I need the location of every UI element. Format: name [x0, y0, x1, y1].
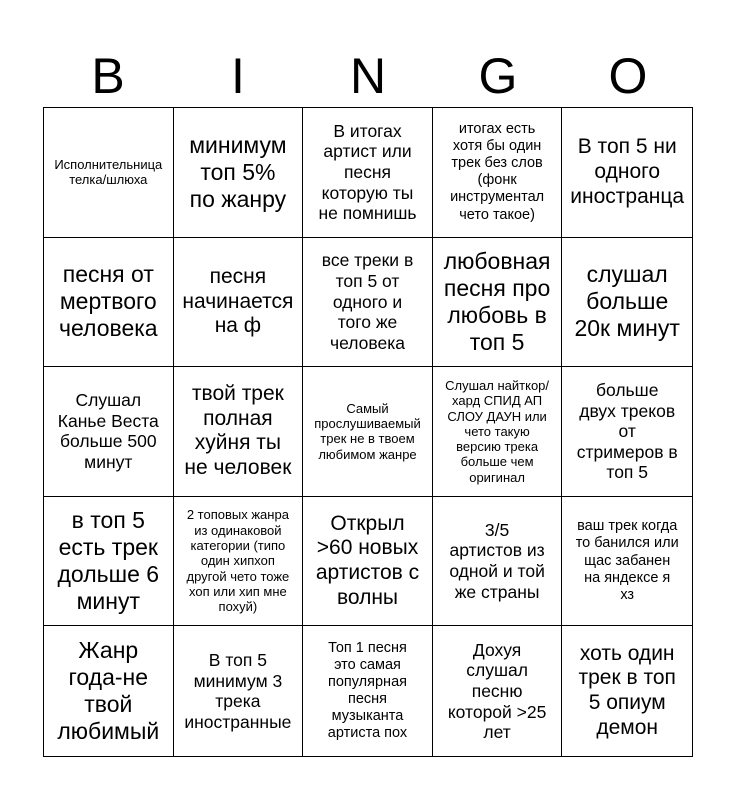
- title-letter-o: O: [608, 47, 648, 104]
- bingo-cell[interactable]: [433, 108, 563, 238]
- bingo-cell[interactable]: [174, 367, 304, 497]
- bingo-cell[interactable]: [44, 367, 174, 497]
- bingo-cell[interactable]: [44, 238, 174, 368]
- cell-text: В итогах артист или песня которую ты не помнишь: [318, 120, 417, 224]
- bingo-cell[interactable]: [174, 238, 304, 368]
- bingo-cell[interactable]: [303, 108, 433, 238]
- cell-text: Топ 1 песня это самая популярная песня музыканта артиста пох: [327, 639, 408, 742]
- cell-text: Самый прослушиваемый трек не в твоем любимом жанре: [314, 400, 421, 462]
- title-letter-g: G: [478, 47, 518, 104]
- title-letter-i: I: [231, 47, 245, 104]
- cell-text: В топ 5 минимум 3 трека иностранные: [184, 649, 292, 732]
- bingo-cell-center[interactable]: [303, 367, 433, 497]
- cell-text: слушал больше 20к минут: [574, 261, 680, 342]
- bingo-cell[interactable]: [433, 238, 563, 368]
- bingo-cell[interactable]: [44, 108, 174, 238]
- cell-text: 2 топовых жанра из одинаковой категории (типо один хипхоп другой чето тоже хоп или хип мне похуй): [186, 507, 290, 615]
- cell-text: Исполнительница телка/шлюха: [54, 156, 163, 188]
- bingo-cell[interactable]: [562, 108, 692, 238]
- cell-text: ваш трек когда то банился или щас забанен на яндексе я хз: [575, 518, 679, 603]
- cell-text: больше двух треков от стримеров в топ 5: [576, 379, 678, 483]
- cell-text: Слушал найткор/ хард СПИД АП СЛОУ ДАУН или чето такую версию трека больше чем оригинал: [445, 377, 550, 485]
- bingo-cell[interactable]: [303, 497, 433, 627]
- cell-text: твой трек полная хуйня ты не человек: [184, 381, 292, 480]
- cell-text: хоть один трек в топ 5 опиум демон: [578, 641, 676, 739]
- bingo-cell[interactable]: [303, 238, 433, 368]
- bingo-cell[interactable]: [433, 626, 563, 756]
- bingo-cell[interactable]: [562, 626, 692, 756]
- bingo-cell[interactable]: [303, 626, 433, 756]
- bingo-cell[interactable]: [562, 238, 692, 368]
- title-letter-b: B: [91, 47, 125, 104]
- cell-text: В топ 5 ни одного иностранца: [570, 135, 685, 208]
- cell-text: Дохуя слушал песню которой >25 лет: [447, 639, 547, 743]
- bingo-cell[interactable]: [433, 367, 563, 497]
- bingo-cell[interactable]: [44, 497, 174, 627]
- bingo-title: [43, 48, 693, 103]
- cell-text: Слушал Канье Веста больше 500 минут: [57, 390, 159, 473]
- bingo-board: [43, 107, 693, 757]
- bingo-cell[interactable]: [174, 108, 304, 238]
- title-letter-n: N: [349, 47, 387, 104]
- cell-text: Открыл >60 новых артистов с волны: [315, 511, 420, 609]
- bingo-cell[interactable]: [44, 626, 174, 756]
- cell-text: песня от мертвого человека: [59, 261, 158, 342]
- bingo-cell[interactable]: [562, 497, 692, 627]
- cell-text: любовная песня про любовь в топ 5: [443, 247, 551, 356]
- cell-text: песня начинается на ф: [182, 264, 294, 338]
- bingo-cell[interactable]: [562, 367, 692, 497]
- cell-text: в топ 5 есть трек дольше 6 минут: [57, 506, 160, 615]
- cell-text: 3/5 артистов из одной и той же страны: [449, 519, 545, 602]
- bingo-cell[interactable]: [174, 626, 304, 756]
- bingo-cell[interactable]: [433, 497, 563, 627]
- cell-text: Жанр года-не твой любимый: [57, 636, 160, 745]
- cell-text: все треки в топ 5 от одного и того же человека: [321, 250, 414, 353]
- cell-text: итогах есть хотя бы один трек без слов (фонк инструментал чето такое): [450, 120, 545, 223]
- bingo-cell[interactable]: [174, 497, 304, 627]
- cell-text: минимум топ 5% по жанру: [189, 131, 287, 212]
